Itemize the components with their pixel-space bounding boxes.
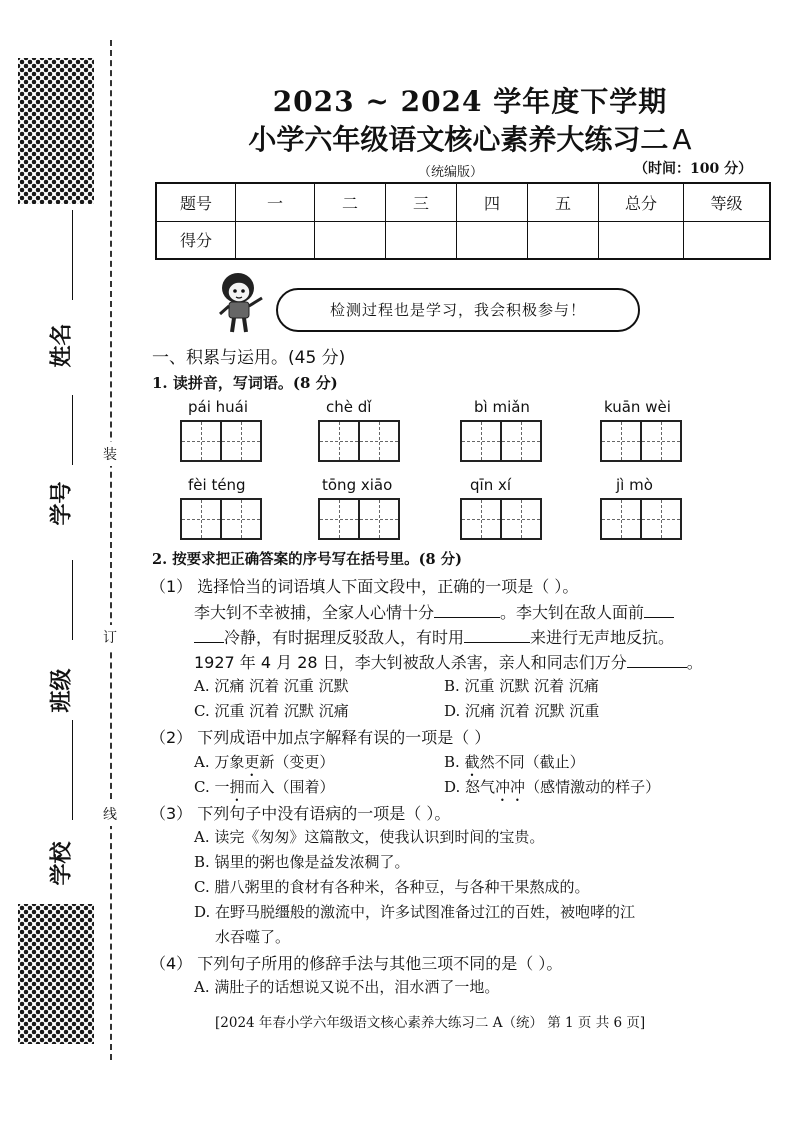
field-line-school — [72, 720, 73, 820]
exam-main-title-text: 小学六年级语文核心素养大练习二 — [248, 123, 669, 156]
writing-grid[interactable] — [180, 420, 260, 462]
option-label: A. — [194, 753, 215, 771]
score-header-cell: 四 — [457, 183, 528, 221]
halftone-patch-bottom — [18, 904, 94, 1044]
option-label: B. — [444, 753, 465, 771]
pinyin-item — [180, 476, 260, 540]
q2-1-option-d[interactable]: D. 沉痛 沉着 沉默 沉重 — [444, 702, 600, 720]
answer-blank[interactable] — [194, 626, 224, 643]
pinyin-item — [318, 476, 398, 540]
passage-text: 。 — [686, 653, 703, 672]
cut-mark-xian: 线 — [103, 802, 117, 826]
q2-1-passage-line1 — [194, 600, 674, 623]
halftone-patch-top — [18, 58, 94, 204]
passage-text: 李大钊不幸被捕，全家人心情十分 — [194, 603, 435, 622]
passage-text: 。李大钊在敌人面前 — [500, 603, 645, 622]
idiom-dotted-char: 拥 — [229, 778, 245, 796]
q2-1-option-c[interactable]: C. 沉重 沉着 沉默 沉痛 — [194, 702, 349, 720]
q2-2-stem: （2） 下列成语中加点字解释有误的一项是（ ） — [150, 728, 491, 747]
section-1-title: 一、积累与运用。(45 分) — [152, 348, 346, 368]
score-cell[interactable] — [386, 221, 457, 259]
score-cell[interactable] — [528, 221, 599, 259]
pinyin-text: kuān wèi — [604, 398, 671, 416]
question-2-prompt: 2. 按要求把正确答案的序号写在括号里。(8 分) — [152, 551, 463, 568]
idiom-dotted-char: 更 — [244, 753, 260, 771]
answer-blank[interactable] — [644, 601, 674, 618]
field-label-school: 学校 — [49, 841, 75, 886]
score-table-score-row — [156, 221, 770, 259]
score-table-header-row — [156, 183, 770, 221]
option-note: （围着） — [274, 778, 335, 796]
pinyin-text: chè dǐ — [326, 398, 372, 416]
idiom-text: 然不同 — [479, 753, 525, 771]
field-line-name — [72, 210, 73, 300]
encouragement-banner: 检测过程也是学习，我会积极参与！ — [276, 288, 640, 332]
q2-3-option-a[interactable]: A. 读完《匆匆》这篇散文，使我认识到时间的宝贵。 — [194, 828, 545, 846]
exam-version-letter: A — [672, 123, 692, 156]
writing-grid[interactable] — [600, 420, 680, 462]
option-label: D. — [444, 778, 466, 796]
field-line-id — [72, 395, 73, 465]
writing-grid[interactable] — [460, 498, 540, 540]
binding-cut-line — [110, 40, 112, 1060]
idiom-text: 怒气 — [465, 778, 496, 796]
option-note: （截止） — [524, 753, 585, 771]
score-header-cell: 总分 — [599, 183, 684, 221]
q2-1-option-b[interactable]: B. 沉重 沉默 沉着 沉痛 — [444, 677, 599, 695]
passage-text: 冷静，有时据理反驳敌人，有时用 — [224, 628, 465, 647]
passage-text: 来进行无声地反抗。 — [530, 628, 675, 647]
score-header-cell: 题号 — [156, 183, 236, 221]
score-cell[interactable] — [457, 221, 528, 259]
option-note: （变更） — [274, 753, 335, 771]
q2-4-option-a[interactable]: A. 满肚子的话想说又说不出，泪水洒了一地。 — [194, 978, 500, 996]
q2-4-stem: （4） 下列句子所用的修辞手法与其他三项不同的是（ ）。 — [150, 954, 563, 973]
option-note: （感情激动的样子） — [525, 778, 661, 796]
q2-3-stem: （3） 下列句子中没有语病的一项是（ ）。 — [150, 804, 451, 823]
score-cell[interactable] — [236, 221, 315, 259]
pinyin-text: bì miǎn — [474, 398, 530, 416]
q2-3-option-d[interactable]: D. 在野马脱缰般的激流中，许多试图准备过江的百姓，被咆哮的江 — [194, 903, 636, 921]
field-label-name: 姓名 — [49, 323, 75, 368]
score-header-cell: 二 — [315, 183, 386, 221]
answer-blank[interactable] — [464, 626, 530, 643]
score-header-cell: 一 — [236, 183, 315, 221]
student-mascot-icon — [214, 268, 270, 340]
pinyin-item — [600, 476, 680, 540]
idiom-text: 一 — [214, 778, 230, 796]
pinyin-text: pái huái — [188, 398, 249, 416]
q2-2-option-d[interactable] — [444, 776, 660, 805]
writing-grid[interactable] — [318, 420, 398, 462]
pinyin-item — [600, 398, 680, 462]
q2-3-option-c[interactable]: C. 腊八粥里的食材有各种米，各种豆，与各种干果熬成的。 — [194, 878, 590, 896]
idiom-text: 万象 — [214, 753, 245, 771]
q2-1-stem: （1） 选择恰当的词语填人下面文段中，正确的一项是（ ）。 — [150, 577, 579, 596]
q2-3-option-b[interactable]: B. 锅里的粥也像是益发浓稠了。 — [194, 853, 410, 871]
score-cell[interactable] — [684, 221, 771, 259]
passage-text: 1927 年 4 月 28 日，李大钊被敌人杀害，亲人和同志们万分 — [194, 653, 627, 672]
q2-1-passage-line3 — [194, 650, 703, 673]
answer-blank[interactable] — [627, 651, 687, 668]
page-footer: [2024 年春小学六年级语文核心素养大练习二 A（统） 第 1 页 共 6 页] — [215, 1015, 646, 1031]
writing-grid[interactable] — [180, 498, 260, 540]
score-row-label: 得分 — [156, 221, 236, 259]
score-cell[interactable] — [599, 221, 684, 259]
pinyin-item — [460, 476, 540, 540]
option-label: C. — [194, 778, 215, 796]
idiom-dotted-char: 截 — [464, 753, 480, 771]
idiom-dotted-char: 冲冲 — [495, 778, 526, 796]
writing-grid[interactable] — [460, 420, 540, 462]
q2-1-passage-line2 — [194, 625, 674, 648]
pinyin-item — [318, 398, 398, 462]
pinyin-text: fèi téng — [188, 476, 246, 494]
field-line-class — [72, 560, 73, 640]
score-table — [155, 182, 771, 260]
question-1-prompt: 1. 读拼音，写词语。(8 分) — [152, 374, 338, 392]
time-label: （时间：100 分） — [634, 161, 753, 177]
idiom-text: 而入 — [244, 778, 275, 796]
pinyin-text: jì mò — [616, 476, 653, 494]
field-label-id: 学号 — [49, 481, 75, 526]
q2-1-option-a[interactable]: A. 沉痛 沉着 沉重 沉默 — [194, 677, 349, 695]
pinyin-item — [460, 398, 540, 462]
score-cell[interactable] — [315, 221, 386, 259]
field-label-class: 班级 — [49, 668, 75, 713]
writing-grid[interactable] — [600, 498, 680, 540]
exam-year-title: 2023 ~ 2024 学年度下学期 — [272, 85, 668, 118]
cut-mark-ding: 订 — [103, 625, 117, 649]
pinyin-item — [180, 398, 260, 462]
answer-blank[interactable] — [434, 601, 500, 618]
score-header-cell: 五 — [528, 183, 599, 221]
edition-label: （统编版） — [418, 165, 484, 180]
cut-mark-zhuang: 装 — [103, 442, 117, 466]
score-header-cell: 等级 — [684, 183, 771, 221]
pinyin-text: tōng xiāo — [322, 476, 393, 494]
score-header-cell: 三 — [386, 183, 457, 221]
q2-3-option-d-continued: 水吞噬了。 — [215, 928, 291, 946]
exam-main-title — [150, 118, 790, 158]
idiom-text: 新 — [259, 753, 275, 771]
writing-grid[interactable] — [318, 498, 398, 540]
pinyin-text: qīn xí — [470, 476, 512, 494]
